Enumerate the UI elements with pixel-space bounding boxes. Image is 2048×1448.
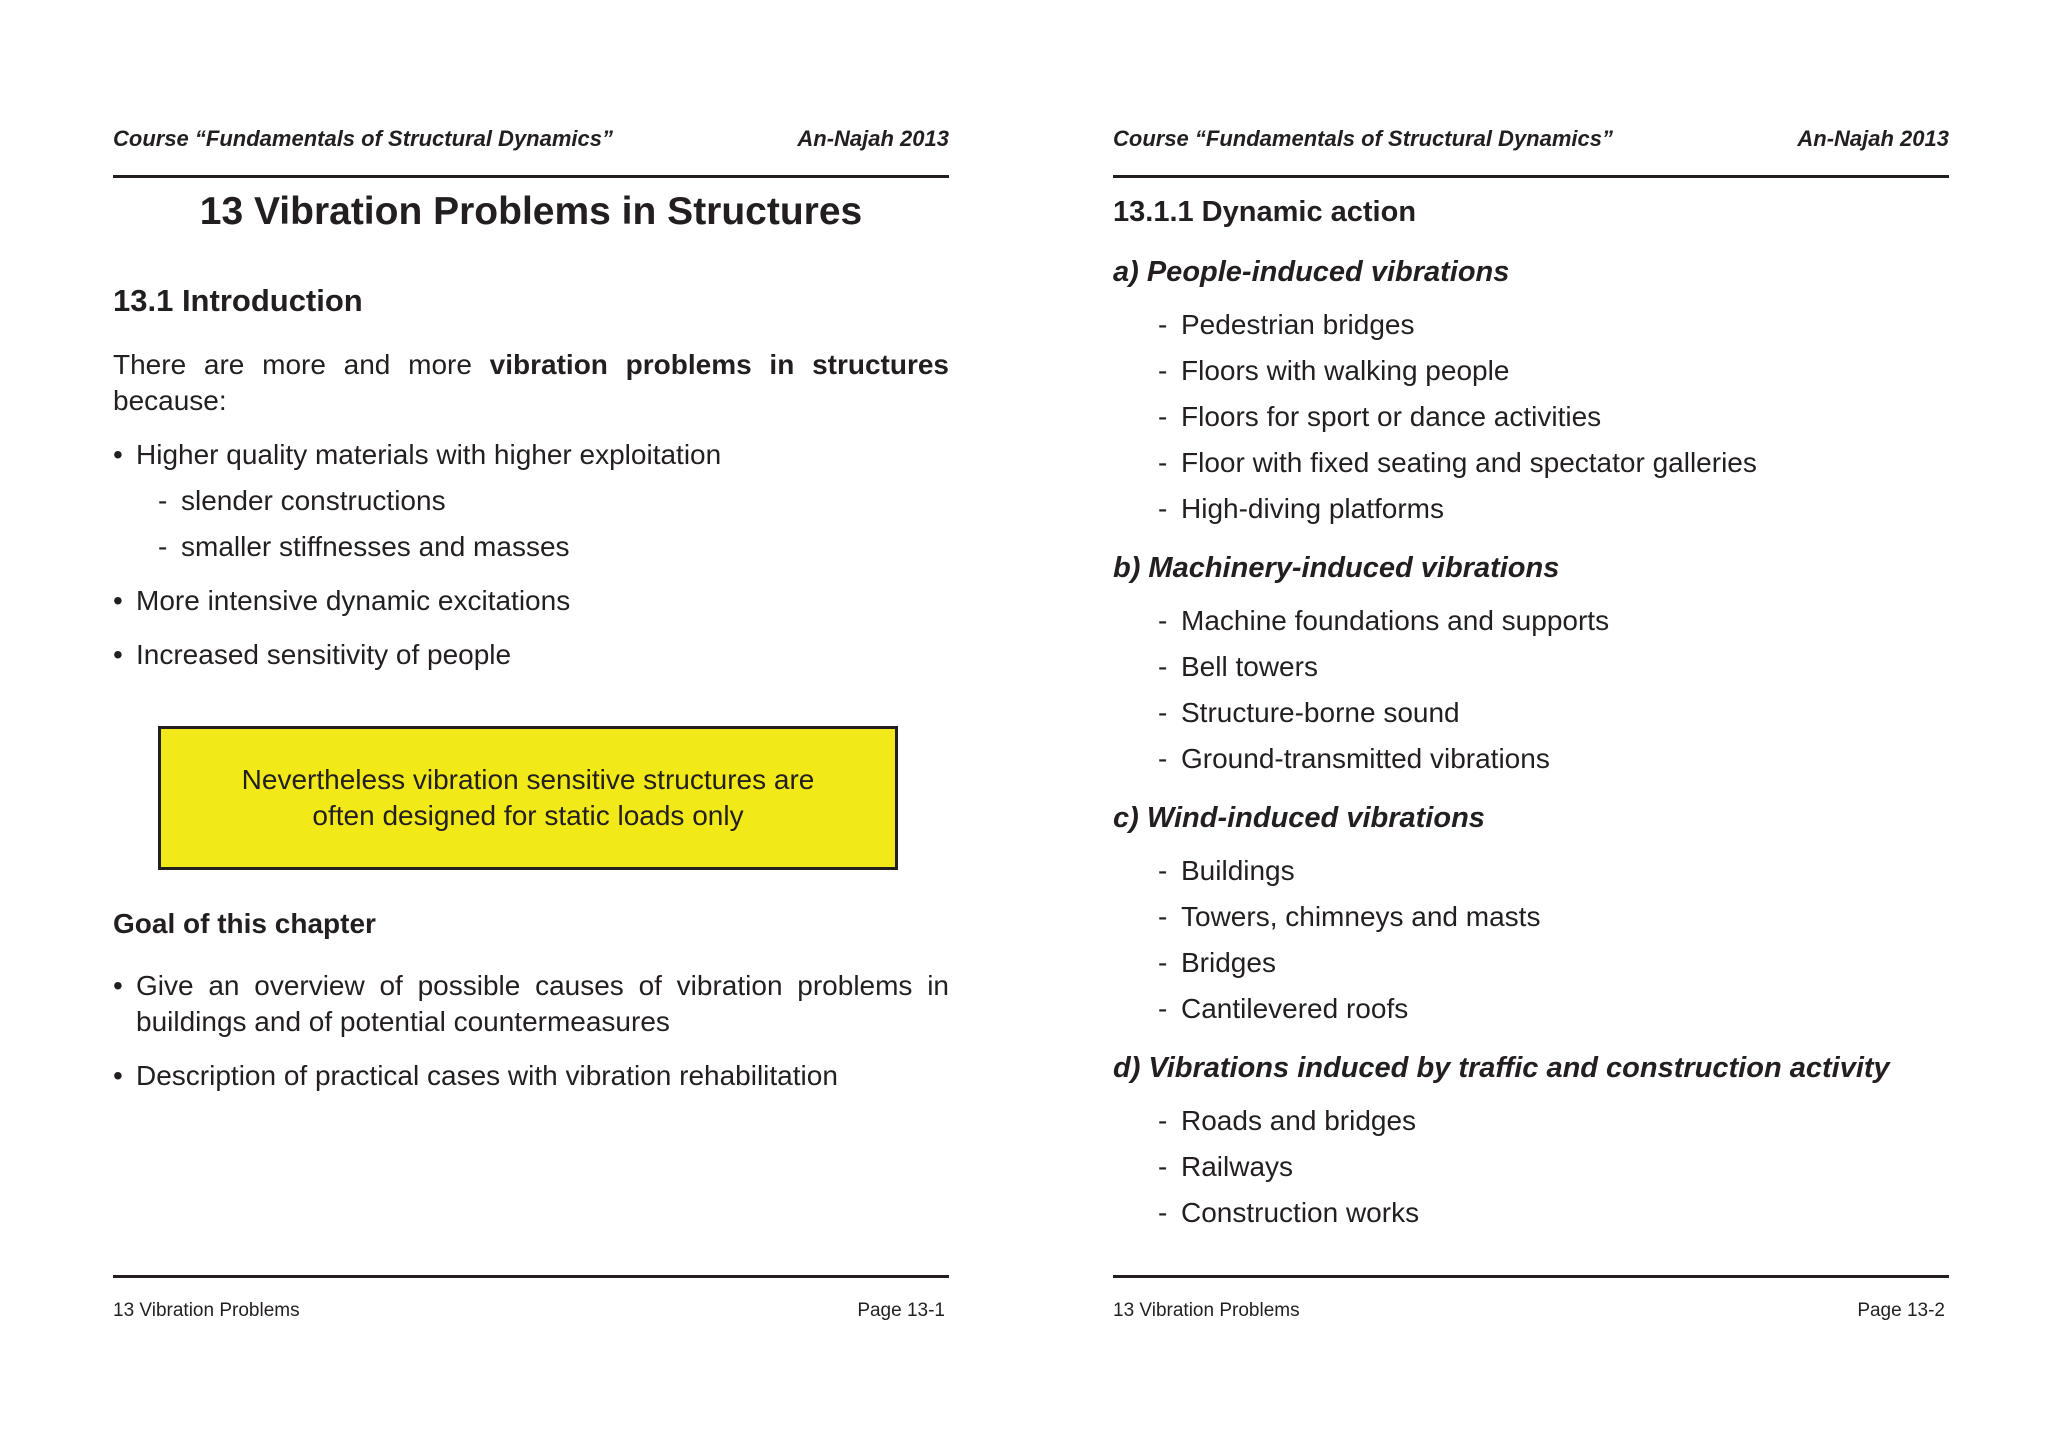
institution-year: An-Najah 2013 [797, 126, 949, 151]
callout-box [158, 726, 898, 870]
dash-glyph: - [1158, 401, 1168, 432]
bullet-glyph: • [113, 970, 123, 1001]
page-left: Course “Fundamentals of Structural Dynamics” An-Najah 2013 13 Vibration Problems in Structures 13.1 Introduction There are more and more vibration problems in structures because: • Higher quality materials with higher exploitation - slender constructions - smaller stiffnesses and masses • More intensive dynamic excitations • Increased sensitivity of people Nevertheless vibration sensitive structures are often designed for static loads only Goal of this chapter • Give an overview of possible causes of vibration problems in buildings and of potential countermeasures • Description of practical cases with vibration rehabilitation 13 Vibration Problems Page 13-1 [113, 126, 950, 1321]
dash-glyph: - [1158, 651, 1168, 682]
dash-glyph: - [1158, 947, 1168, 978]
bullet-glyph: • [113, 585, 123, 616]
category-title: c) Wind-induced vibrations [1113, 802, 1485, 834]
footer-chapter: 13 Vibration Problems [113, 1300, 300, 1321]
course-title: Course “Fundamentals of Structural Dynamics” [113, 126, 613, 151]
page-header [1113, 126, 1949, 156]
dash-glyph: - [158, 485, 168, 516]
goal-title: Goal of this chapter [113, 908, 376, 939]
header-divider [113, 175, 949, 178]
page-number: Page 13-1 [857, 1300, 945, 1321]
intro-text: There are more and more [113, 349, 490, 380]
dash-glyph: - [1158, 1197, 1168, 1228]
dash-glyph: - [1158, 855, 1168, 886]
page-right: Course “Fundamentals of Structural Dynamics” An-Najah 2013 13.1.1 Dynamic action a) People-induced vibrations - Pedestrian bridges - Floors with walking people - Floors for sport or dance activities - Floor with fixed seating and spectator galleries - High-diving platforms b) Machinery-induced vibrations - Machine foundations and supports - Bell towers - Structure-borne sound - Ground-transmitted vibrations c) Wind-induced vibrations - Buildings - Towers, chimneys and masts - Bridges - Cantilevered roofs d) Vibrations induced by traffic and construction activity - Roads and bridges - Railways - Construction works 13 Vibration Problems Page 13-2 [1113, 126, 1949, 1321]
dash-glyph: - [158, 531, 168, 562]
subsection-title: 13.1.1 Dynamic action [1113, 196, 1417, 228]
dash-glyph: - [1158, 447, 1168, 478]
header-divider [1113, 175, 1949, 178]
dash-glyph: - [1158, 355, 1168, 386]
bullet-glyph: • [113, 1060, 123, 1091]
institution-year: An-Najah 2013 [1797, 126, 1949, 151]
intro-emphasis: vibration problems in structures [489, 349, 950, 380]
page-number: Page 13-2 [1857, 1300, 1945, 1321]
callout-line: often designed for static loads only [312, 800, 744, 831]
category-title: d) Vibrations induced by traffic and construction activity [1113, 1052, 1890, 1084]
dash-glyph: - [1158, 309, 1168, 340]
dash-glyph: - [1158, 743, 1168, 774]
footer-chapter: 13 Vibration Problems [1113, 1300, 1300, 1321]
dash-glyph: - [1158, 993, 1168, 1024]
callout-line: Nevertheless vibration sensitive structures are [241, 764, 815, 795]
bullet-glyph: • [113, 639, 123, 670]
dash-glyph: - [1158, 1105, 1168, 1136]
bullet-glyph: • [113, 439, 123, 470]
category-title: b) Machinery-induced vibrations [1113, 552, 1560, 584]
intro-text-end: because: [113, 385, 227, 416]
section-title: 13.1 Introduction [113, 283, 363, 318]
category-title: a) People-induced vibrations [1113, 256, 1510, 288]
page-header [113, 126, 949, 156]
dash-glyph: - [1158, 493, 1168, 524]
intro-paragraph [113, 347, 949, 419]
dash-glyph: - [1158, 605, 1168, 636]
footer-divider [113, 1275, 949, 1278]
dash-glyph: - [1158, 697, 1168, 728]
dash-glyph: - [1158, 901, 1168, 932]
footer-divider [1113, 1275, 1949, 1278]
course-title: Course “Fundamentals of Structural Dynamics” [1113, 126, 1613, 151]
dash-glyph: - [1158, 1151, 1168, 1182]
chapter-title: 13 Vibration Problems in Structures [199, 190, 863, 233]
